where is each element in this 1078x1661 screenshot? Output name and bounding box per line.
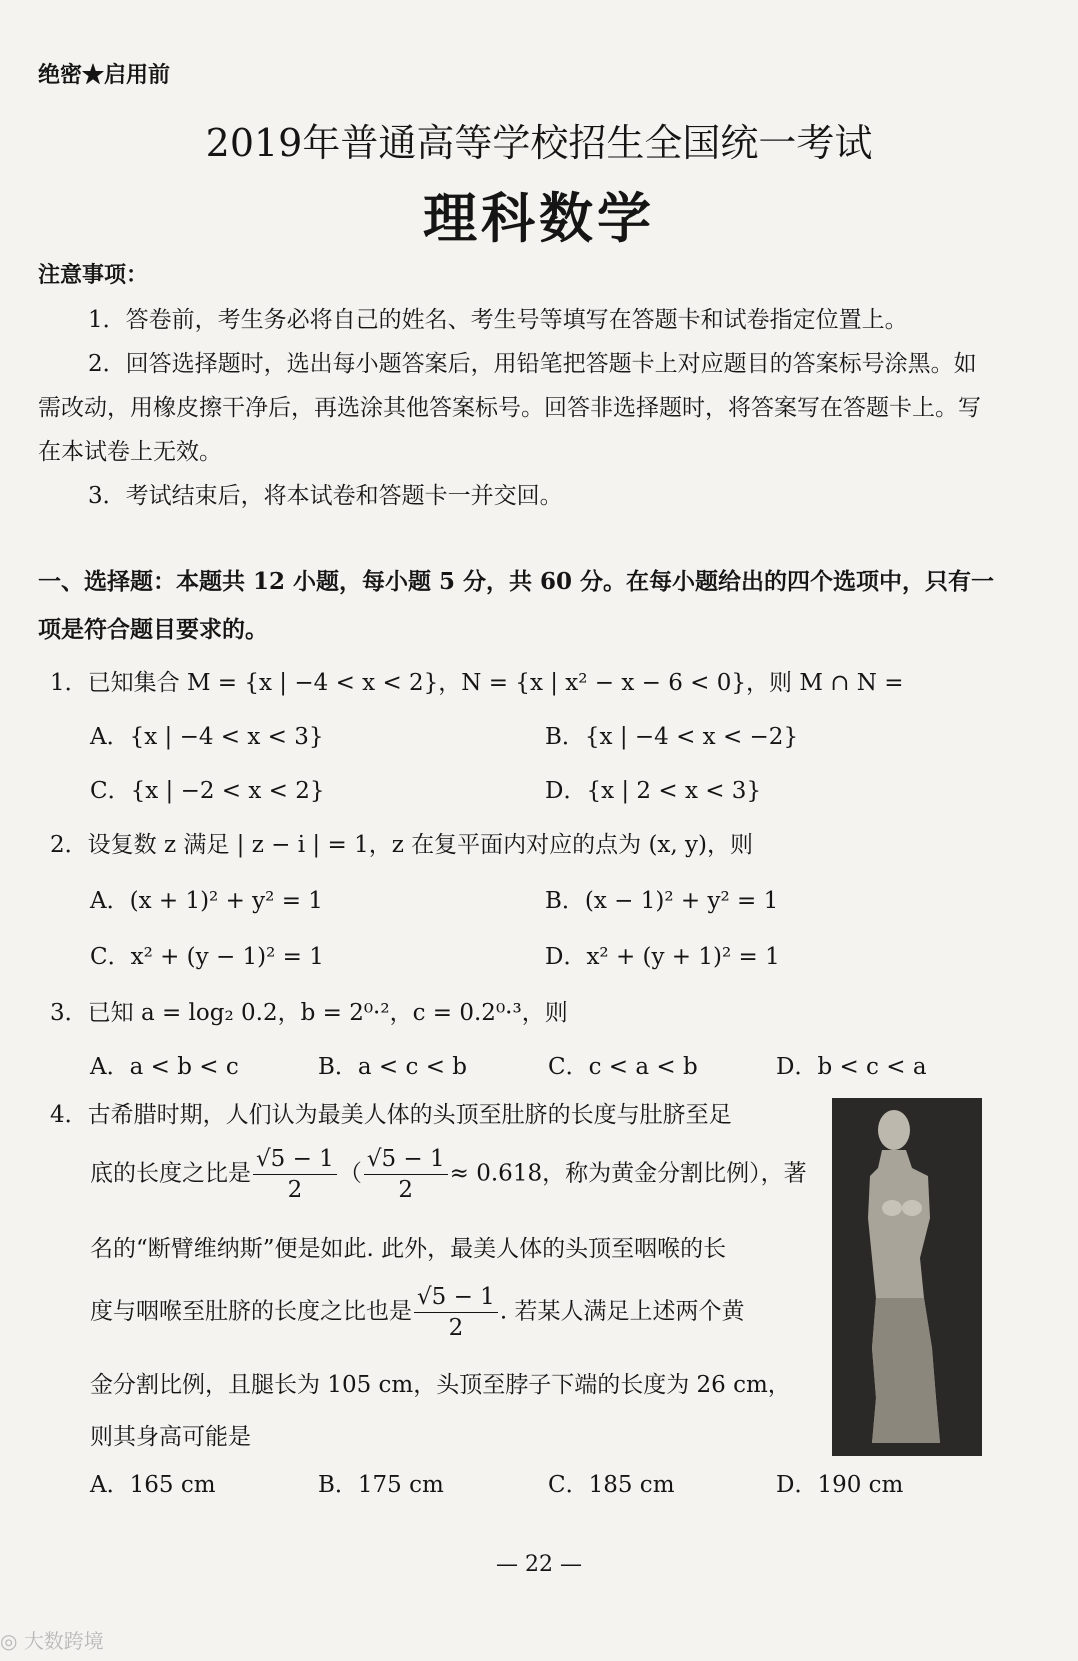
q4-line2-paren: （ — [338, 1160, 362, 1187]
question-4-line-2 — [90, 1144, 820, 1205]
q4-line4-post: . 若某人满足上述两个黄 — [499, 1298, 745, 1325]
fraction-numerator-3: √5 − 1 — [414, 1282, 498, 1313]
q4-option-d: D．190 cm — [776, 1472, 904, 1498]
q4-option-b: B．175 cm — [318, 1472, 444, 1498]
q4-option-a: A．165 cm — [90, 1472, 216, 1498]
q3-option-b: B．a < c < b — [318, 1054, 468, 1080]
q2-option-b: B．(x − 1)² + y² = 1 — [545, 888, 779, 914]
fraction-denominator: 2 — [287, 1177, 303, 1203]
golden-ratio-fraction-2 — [364, 1144, 448, 1205]
fraction-numerator: √5 − 1 — [253, 1144, 337, 1175]
subject-title: 理科数学 — [423, 186, 655, 250]
page-number: — 22 — — [496, 1552, 582, 1577]
question-4-line-5: 金分割比例，且腿长为 105 cm，头顶至脖子下端的长度为 26 cm， — [90, 1372, 791, 1398]
golden-ratio-fraction-3 — [414, 1282, 498, 1343]
question-4-line-4 — [90, 1282, 820, 1343]
venus-de-milo-photo — [832, 1098, 982, 1456]
question-4-line-3: 名的“断臂维纳斯”便是如此. 此外，最美人体的头顶至咽喉的长 — [90, 1236, 727, 1262]
q2-option-c: C．x² + (y − 1)² = 1 — [90, 944, 324, 970]
fraction-numerator-2: √5 − 1 — [364, 1144, 448, 1175]
section-heading: 一、选择题：本题共 12 小题，每小题 5 分，共 60 分。在每小题给出的四个选项中，只有一项是符合题目要求的。 — [38, 568, 995, 643]
q4-option-c: C．185 cm — [548, 1472, 675, 1498]
question-1-stem: 1．已知集合 M = {x | −4 < x < 2}，N = {x | x² − x − 6 < 0}，则 M ∩ N = — [50, 670, 904, 696]
question-3-stem: 3．已知 a = log₂ 0.2，b = 2⁰·²，c = 0.2⁰·³，则 — [50, 1000, 568, 1026]
statue-silhouette-icon — [832, 1098, 982, 1456]
secret-label: 绝密★启用前 — [38, 62, 171, 88]
q3-option-d: D．b < c < a — [776, 1054, 927, 1080]
question-4-line-1: 4．古希腊时期，人们认为最美人体的头顶至肚脐的长度与肚脐至足 — [50, 1102, 732, 1128]
question-2-stem: 2．设复数 z 满足 | z − i | = 1，z 在复平面内对应的点为 (x, y)，则 — [50, 832, 753, 858]
notice-heading: 注意事项： — [38, 262, 149, 288]
q4-line2-pre: 底的长度之比是 — [90, 1160, 251, 1187]
q1-option-a: A．{x | −4 < x < 3} — [90, 724, 324, 750]
notice-item-2: 2．回答选择题时，选出每小题答案后，用铅笔把答题卡上对应题目的答案标号涂黑。如需改动，用橡皮擦干净后，再选涂其他答案标号。回答非选择题时，将答案写在答题卡上。写在本试卷上无效。 — [38, 351, 981, 465]
fraction-denominator-3: 2 — [448, 1315, 464, 1341]
golden-ratio-fraction — [253, 1144, 337, 1205]
q2-option-d: D．x² + (y + 1)² = 1 — [545, 944, 780, 970]
q1-option-d: D．{x | 2 < x < 3} — [545, 778, 762, 804]
watermark — [0, 1625, 104, 1654]
q4-line4-pre: 度与咽喉至肚脐的长度之比也是 — [90, 1298, 412, 1325]
fraction-denominator-2: 2 — [398, 1177, 414, 1203]
q1-option-b: B．{x | −4 < x < −2} — [545, 724, 799, 750]
q2-option-a: A．(x + 1)² + y² = 1 — [90, 888, 323, 914]
q3-option-a: A．a < b < c — [90, 1054, 239, 1080]
question-4-line-6: 则其身高可能是 — [90, 1424, 251, 1450]
q3-option-c: C．c < a < b — [548, 1054, 698, 1080]
watermark-logo-icon: ◎ — [0, 1629, 24, 1653]
watermark-text: 大数跨境 — [23, 1629, 104, 1653]
q1-option-c: C．{x | −2 < x < 2} — [90, 778, 325, 804]
exam-title: 2019年普通高等学校招生全国统一考试 — [205, 121, 873, 165]
notice-item-1: 1．答卷前，考生务必将自己的姓名、考生号等填写在答题卡和试卷指定位置上。 — [88, 307, 908, 333]
notice-item-3: 3．考试结束后，将本试卷和答题卡一并交回。 — [88, 483, 563, 509]
q4-line2-post: ≈ 0.618，称为黄金分割比例），著 — [449, 1160, 807, 1187]
